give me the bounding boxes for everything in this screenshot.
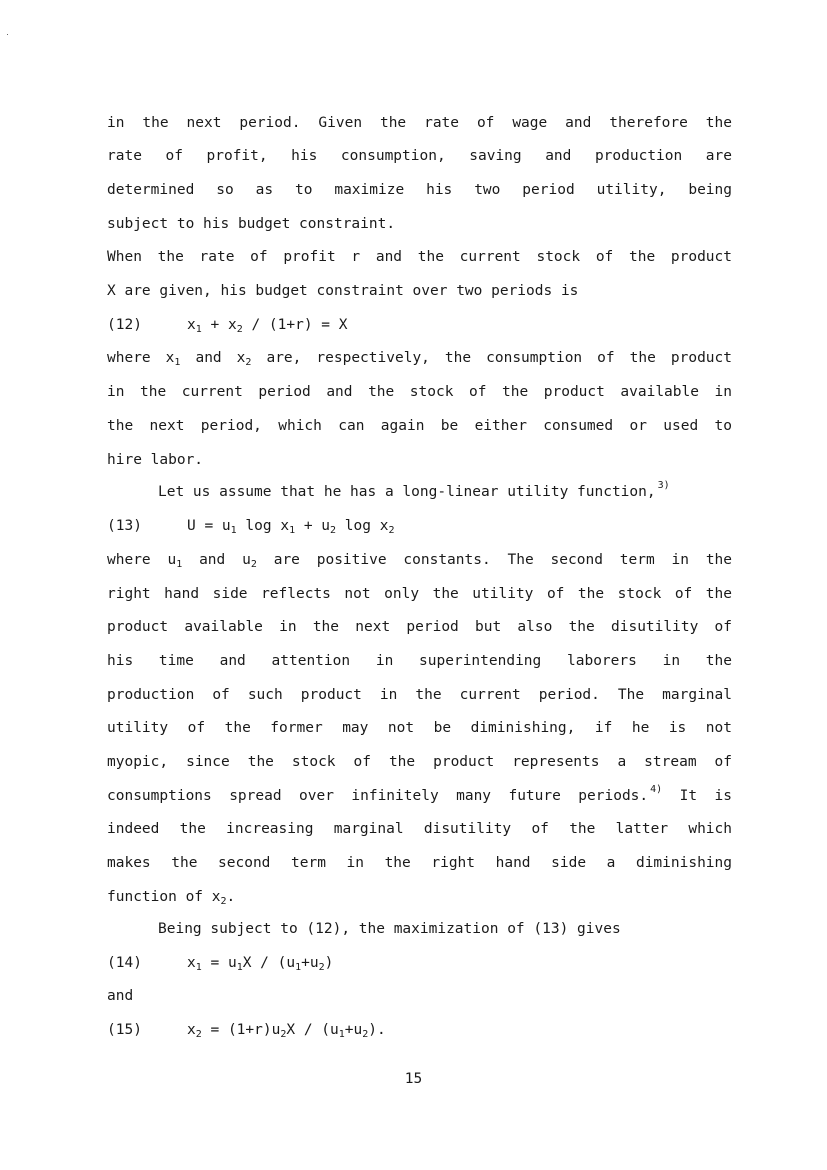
inline-subscript: 1: [176, 559, 183, 570]
text-line: in the next period. Given the rate of wage and therefore the: [107, 115, 732, 131]
text-line: determined so as to maximize his two period utility, being: [107, 182, 732, 198]
inline-text: where u: [107, 552, 177, 568]
eq-subscript: 1: [195, 962, 202, 973]
inline-subscript: 1: [174, 357, 181, 368]
inline-text: It is: [679, 788, 733, 804]
inline-text: where x: [107, 350, 175, 366]
text-line: rate of profit, his consumption, saving and production are: [107, 148, 732, 164]
text-line: [158, 481, 732, 503]
text-line: and: [107, 988, 134, 1004]
eq-text: log x: [336, 518, 389, 534]
text-line: [107, 347, 732, 369]
inline-text: are positive constants. The second term in the: [273, 552, 733, 568]
eq-text: +u: [301, 955, 319, 971]
text-line: production of such product in the current period. The marginal: [107, 687, 732, 703]
scan-speck: [7, 34, 8, 35]
equation-14: [107, 952, 732, 974]
inline-text: .: [226, 889, 236, 905]
equation-number: (13): [107, 518, 142, 534]
eq-text: U = u: [187, 518, 231, 534]
eq-subscript: 2: [362, 1029, 369, 1040]
equation-number: (15): [107, 1022, 142, 1038]
eq-subscript: 2: [236, 324, 243, 335]
eq-subscript: 2: [388, 525, 395, 536]
eq-subscript: 1: [289, 525, 296, 536]
inline-text: x: [203, 889, 221, 905]
text-line: right hand side reflects not only the utility of the stock of the: [107, 586, 732, 602]
inline-text: function of: [107, 889, 204, 905]
inline-subscript: 2: [220, 896, 227, 907]
eq-text: = (1+r)u: [201, 1022, 281, 1038]
eq-text: +u: [344, 1022, 363, 1038]
eq-text: + x: [201, 317, 237, 333]
inline-text: consumptions spread over infinitely many future periods.: [107, 788, 649, 804]
eq-subscript: 1: [195, 324, 202, 335]
text-line: utility of the former may not be diminishing, if he is not: [107, 720, 732, 736]
eq-text: = u: [201, 955, 237, 971]
text-line: [107, 886, 732, 908]
inline-text: Let us assume that he has a long-linear utility function,: [158, 484, 656, 500]
inline-text: and u: [182, 552, 251, 568]
text-line: Being subject to (12), the maximization of (13) gives: [158, 921, 621, 937]
equation-15: [107, 1019, 732, 1041]
text-line: subject to his budget constraint.: [107, 216, 396, 232]
text-line: product available in the next period but also the disutility of: [107, 619, 732, 635]
page-number: 15: [404, 1071, 423, 1087]
inline-text: and x: [180, 350, 246, 366]
eq-subscript: 1: [230, 525, 237, 536]
text-line: indeed the increasing marginal disutility of the latter which: [107, 821, 732, 837]
eq-text: x: [187, 955, 196, 971]
inline-subscript: 2: [245, 357, 252, 368]
footnote-marker: 4): [650, 784, 663, 795]
eq-subscript: 1: [295, 962, 302, 973]
eq-text: X / (u: [242, 955, 296, 971]
footnote-marker: 3): [657, 480, 670, 491]
equation-number: (12): [107, 317, 142, 333]
text-line: the next period, which can again be either consumed or used to: [107, 418, 732, 434]
text-line: his time and attention in superintending laborers in the: [107, 653, 732, 669]
eq-subscript: 2: [318, 962, 325, 973]
text-line: X are given, his budget constraint over two periods is: [107, 283, 579, 299]
eq-subscript: 2: [195, 1029, 202, 1040]
text-line: makes the second term in the right hand side a diminishing: [107, 855, 732, 871]
eq-text: ).: [368, 1022, 386, 1038]
text-line: [107, 785, 732, 807]
eq-subscript: 1: [338, 1029, 345, 1040]
inline-subscript: 2: [250, 559, 257, 570]
eq-text: x: [187, 1022, 196, 1038]
eq-text: ): [324, 955, 334, 971]
inline-text: are, respectively, the consumption of the product: [266, 350, 732, 366]
equation-13: [107, 515, 732, 537]
eq-subscript: 2: [280, 1029, 287, 1040]
text-line: myopic, since the stock of the product represents a stream of: [107, 754, 732, 770]
text-line: hire labor.: [107, 452, 204, 468]
text-line: [107, 549, 732, 571]
eq-subscript: 2: [330, 525, 337, 536]
eq-text: + u: [295, 518, 331, 534]
equation-number: (14): [107, 955, 142, 971]
eq-text: log x: [236, 518, 290, 534]
equation-12: [107, 314, 732, 336]
text-line: When the rate of profit r and the current stock of the product: [107, 249, 732, 265]
eq-subscript: 1: [236, 962, 243, 973]
eq-text: X / (u: [286, 1022, 339, 1038]
eq-text: / (1+r) = X: [242, 317, 348, 333]
text-line: in the current period and the stock of the product available in: [107, 384, 732, 400]
eq-text: x: [187, 317, 196, 333]
